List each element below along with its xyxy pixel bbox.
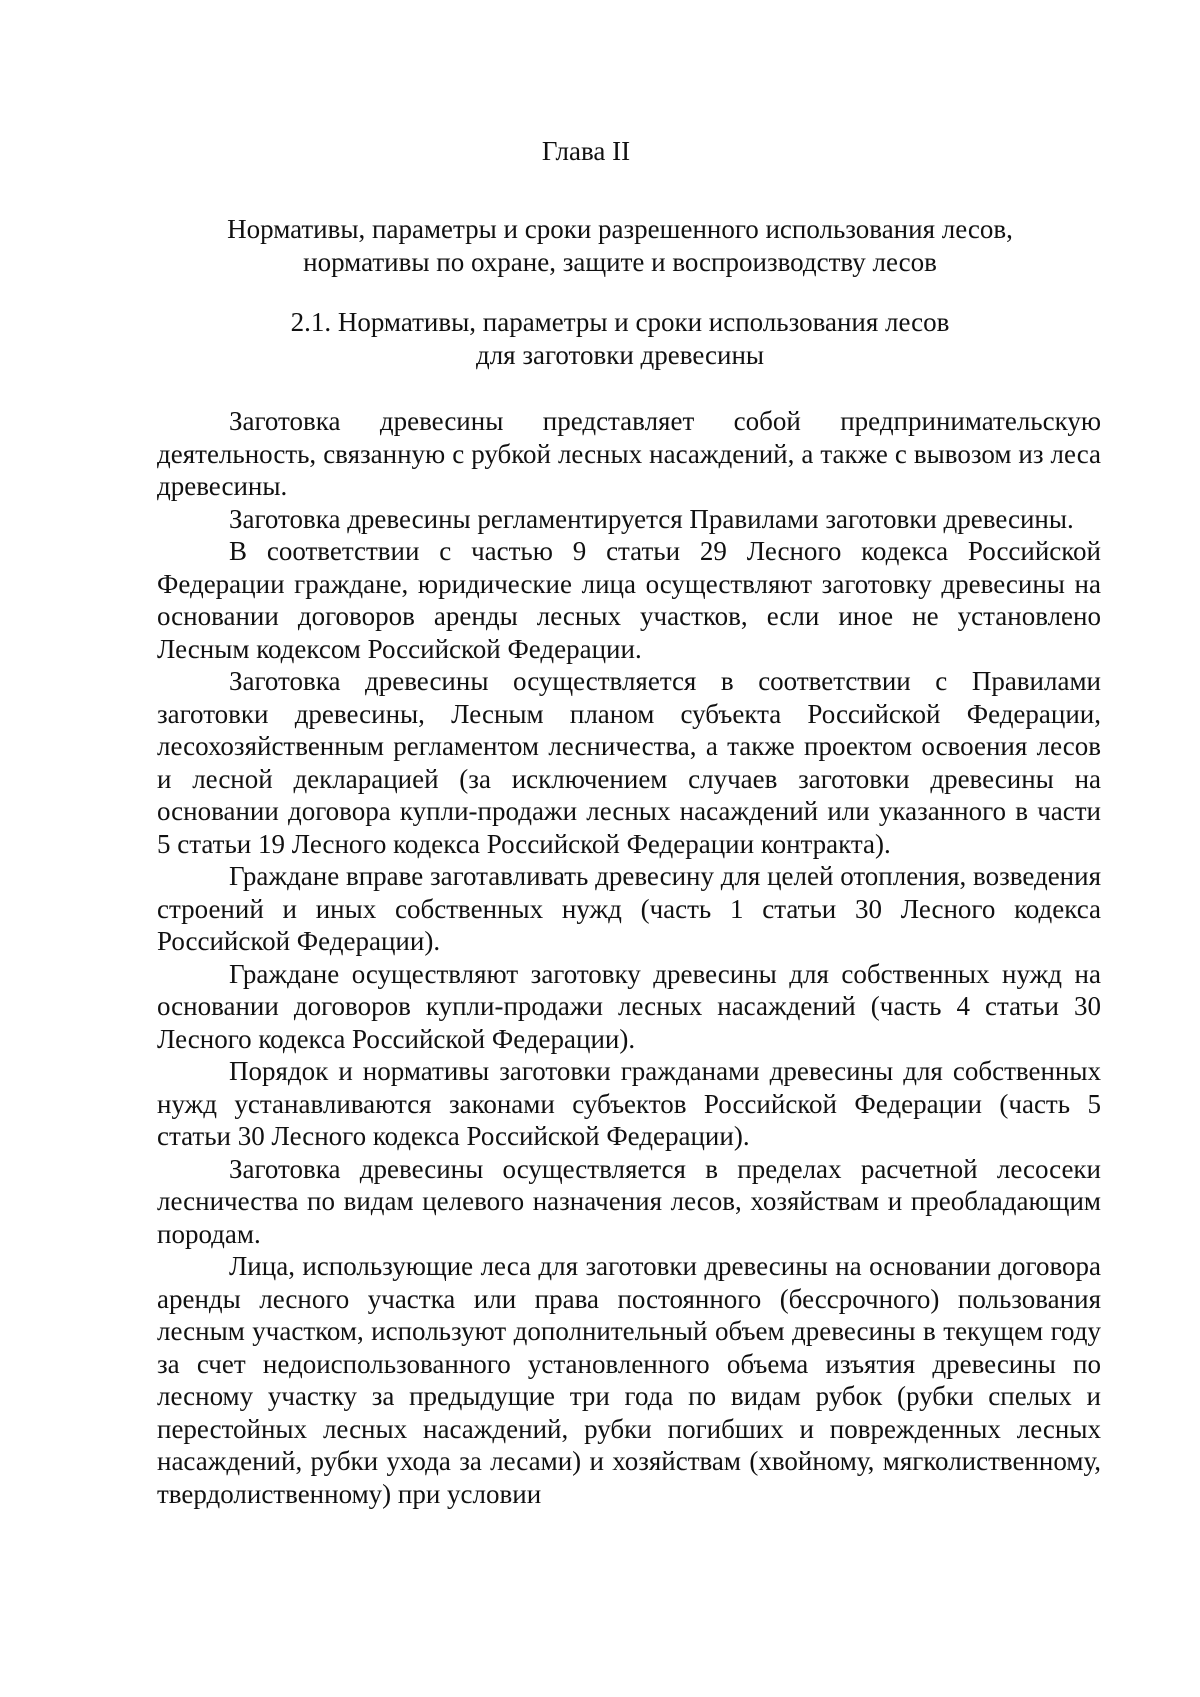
paragraph: Граждане вправе заготавливать древесину для целей отопления, возведения строений и иных собственных нужд (часть 1 статьи 30 Лесного кодекса Российской Федерации).: [157, 861, 1101, 956]
paragraph: Заготовка древесины регламентируется Правилами заготовки древесины.: [229, 503, 1074, 534]
paragraph: Порядок и нормативы заготовки гражданами древесины для собственных нужд устанавливаются законами субъектов Российской Федерации (часть 5 статьи 30 Лесного кодекса Российской Федерации).: [157, 1056, 1101, 1151]
paragraph: Заготовка древесины осуществляется в соответствии с Правилами заготовки древесины, Лесным планом субъекта Российской Федерации, лесохозяйственным регламентом лесничества, а также проектом освоения лесов и лесной декларацией (за исключением случаев заготовки древесины на основании договора купли-продажи лесных насаждений или указанного в части 5 статьи 19 Лесного кодекса Российской Федерации контракта).: [157, 666, 1101, 859]
chapter-label: Глава II: [541, 136, 631, 166]
body-text: [157, 405, 1101, 1510]
section-title-line: для заготовки древесины: [475, 339, 765, 370]
paragraph: В соответствии с частью 9 статьи 29 Лесного кодекса Российской Федерации граждане, юридические лица осуществляют заготовку древесины на основании договоров аренды лесных участков, если иное не установлено Лесным кодексом Российской Федерации.: [157, 536, 1101, 664]
section-title: [150, 306, 1090, 371]
paragraph: Граждане осуществляют заготовку древесины для собственных нужд на основании договоров купли-продажи лесных насаждений (часть 4 статьи 30 Лесного кодекса Российской Федерации).: [157, 958, 1101, 1054]
chapter-title: [150, 213, 1090, 278]
section-title-line: 2.1. Нормативы, параметры и сроки использования лесов: [290, 307, 950, 337]
chapter-title-line: Нормативы, параметры и сроки разрешенного использования лесов,: [227, 214, 1013, 244]
paragraph: Заготовка древесины осуществляется в пределах расчетной лесосеки лесничества по видам целевого назначения лесов, хозяйствам и преобладающим породам.: [157, 1153, 1101, 1249]
paragraph: Заготовка древесины представляет собой предпринимательскую деятельность, связанную с рубкой лесных насаждений, а также с вывозом из леса древесины.: [157, 406, 1101, 501]
chapter-title-line: нормативы по охране, защите и воспроизводству лесов: [303, 246, 937, 277]
paragraph: Лица, использующие леса для заготовки древесины на основании договора аренды лесного участка или права постоянного (бессрочного) пользования лесным участком, используют дополнительный объем древесины в текущем году за счет недоиспользованного установленного объема изъятия древесины по лесному участку за предыдущие три года по видам рубок (рубки спелых и перестойных лесных насаждений, рубки погибших и поврежденных лесных насаждений, рубки ухода за лесами) и хозяйствам (хвойному, мягколиственному, твердолиственному) при условии: [157, 1251, 1101, 1509]
